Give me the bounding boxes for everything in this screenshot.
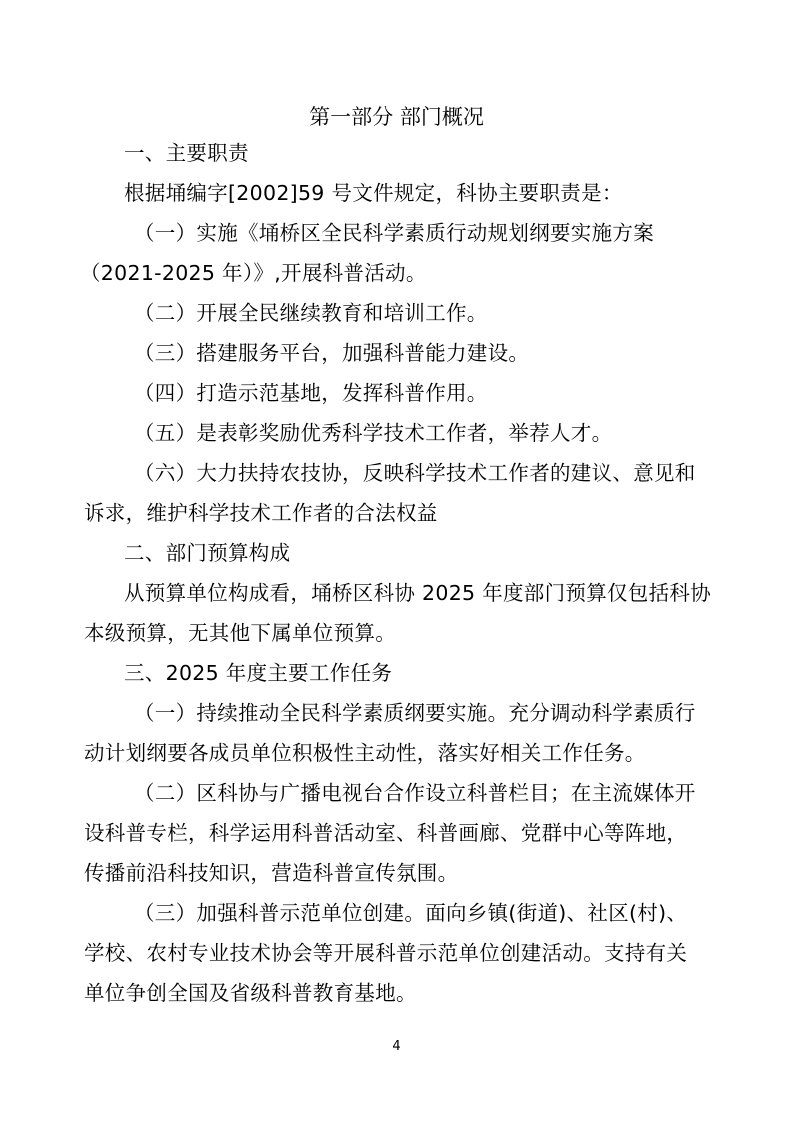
- paragraph-line: 设科普专栏，科学运用科普活动室、科普画廊、党群中心等阵地，: [84, 821, 688, 845]
- paragraph-line: 诉求，维护科学技术工作者的合法权益: [84, 501, 438, 525]
- paragraph-line: 从预算单位构成看，埇桥区科协 2025 年度部门预算仅包括科协: [124, 581, 712, 605]
- section-heading-budget: 二、部门预算构成: [124, 541, 291, 565]
- paragraph-line: （四）打造示范基地，发挥科普作用。: [134, 381, 488, 405]
- page-number: 4: [392, 1039, 401, 1054]
- paragraph-line: （五）是表彰奖励优秀科学技术工作者，举荐人才。: [134, 421, 613, 445]
- paragraph-line: （一）持续推动全民科学素质纲要实施。充分调动科学素质行: [134, 701, 696, 725]
- section-heading-tasks: 三、2025 年度主要工作任务: [124, 661, 393, 685]
- paragraph-line: （一）实施《埇桥区全民科学素质行动规划纲要实施方案: [134, 221, 654, 245]
- paragraph-line: 传播前沿科技知识，营造科普宣传氛围。: [84, 861, 459, 885]
- section-heading-duties: 一、主要职责: [124, 141, 249, 165]
- paragraph-line: 动计划纲要各成员单位积极性主动性，落实好相关工作任务。: [84, 741, 646, 765]
- paragraph-line: （二）开展全民继续教育和培训工作。: [134, 301, 488, 325]
- paragraph-line: （二）区科协与广播电视台合作设立科普栏目；在主流媒体开: [134, 781, 696, 805]
- page-title: 第一部分 部门概况: [309, 105, 484, 129]
- paragraph-line: 本级预算，无其他下属单位预算。: [84, 621, 396, 645]
- paragraph-line: 学校、农村专业技术协会等开展科普示范单位创建活动。支持有关: [84, 941, 688, 965]
- paragraph-line: （三）搭建服务平台，加强科普能力建设。: [134, 341, 530, 365]
- paragraph-line: （2021-2025 年）》,开展科普活动。: [80, 261, 427, 285]
- paragraph-line: 根据埇编字[2002]59 号文件规定，科协主要职责是：: [124, 181, 623, 205]
- paragraph-line: （六）大力扶持农技协，反映科学技术工作者的建议、意见和: [134, 461, 696, 485]
- paragraph-line: 单位争创全国及省级科普教育基地。: [84, 981, 417, 1005]
- paragraph-line: （三）加强科普示范单位创建。面向乡镇(街道)、社区(村)、: [134, 901, 688, 925]
